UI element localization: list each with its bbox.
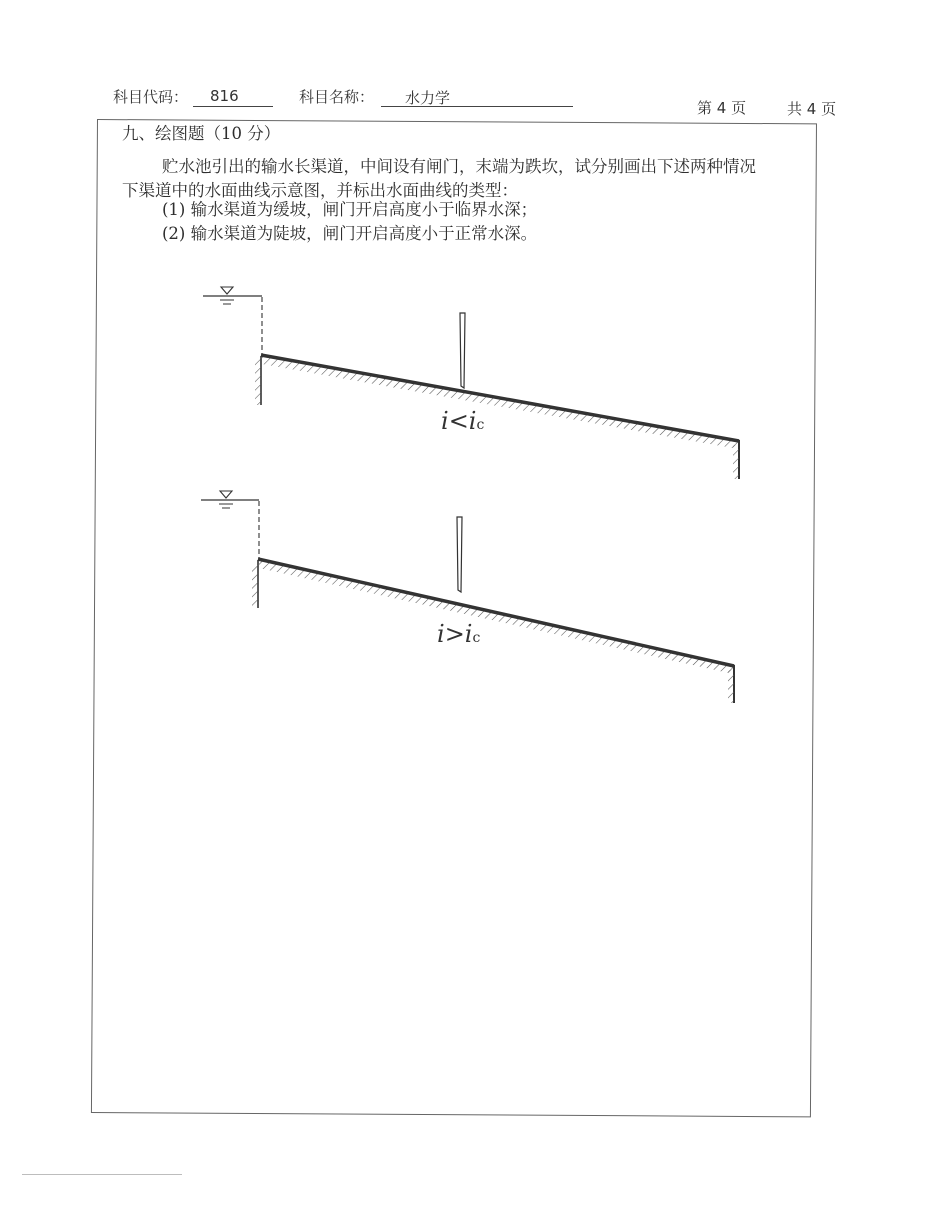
reservoir-water-level-symbol xyxy=(203,287,262,304)
channel-bed-hatch xyxy=(259,560,733,674)
slope-condition-formula: i<ic xyxy=(441,407,485,435)
subject-code-label: 科目代码： xyxy=(113,88,189,106)
channel-bed-hatch xyxy=(262,356,738,449)
question-body-line1: 贮水池引出的输水长渠道，中间设有闸门，末端为跌坎，试分别画出下述两种情况 xyxy=(162,157,756,176)
diagram-steep-slope xyxy=(201,491,734,703)
question-body-line2: 下渠道中的水面曲线示意图，并标出水面曲线的类型： xyxy=(122,181,518,200)
slope-condition-formula: i>ic xyxy=(437,620,481,648)
channel-bed xyxy=(261,355,739,441)
subject-name-label: 科目名称： xyxy=(299,88,375,106)
subject-code-value: 816 xyxy=(210,87,239,105)
page-total: 共 4 页 xyxy=(787,100,837,118)
question-item-1: (1) 输水渠道为缓坡，闸门开启高度小于临界水深； xyxy=(162,200,538,219)
drop-wall-hatch xyxy=(733,445,739,479)
page-number: 第 4 页 xyxy=(697,99,747,117)
drop-wall-hatch xyxy=(728,670,734,703)
sluice-gate xyxy=(460,313,465,388)
reservoir-water-level-symbol xyxy=(201,491,259,508)
question-title: 九、绘图题（10 分） xyxy=(122,124,281,143)
diagram-mild-slope xyxy=(203,287,739,479)
subject-name-value: 水力学 xyxy=(405,89,451,107)
upstream-wall-hatch xyxy=(255,356,261,405)
channel-bed xyxy=(258,559,734,666)
scan-artifact-line xyxy=(22,1174,182,1175)
question-item-2: (2) 输水渠道为陡坡，闸门开启高度小于正常水深。 xyxy=(162,224,538,243)
upstream-wall-hatch xyxy=(252,560,258,608)
sluice-gate xyxy=(457,517,462,592)
